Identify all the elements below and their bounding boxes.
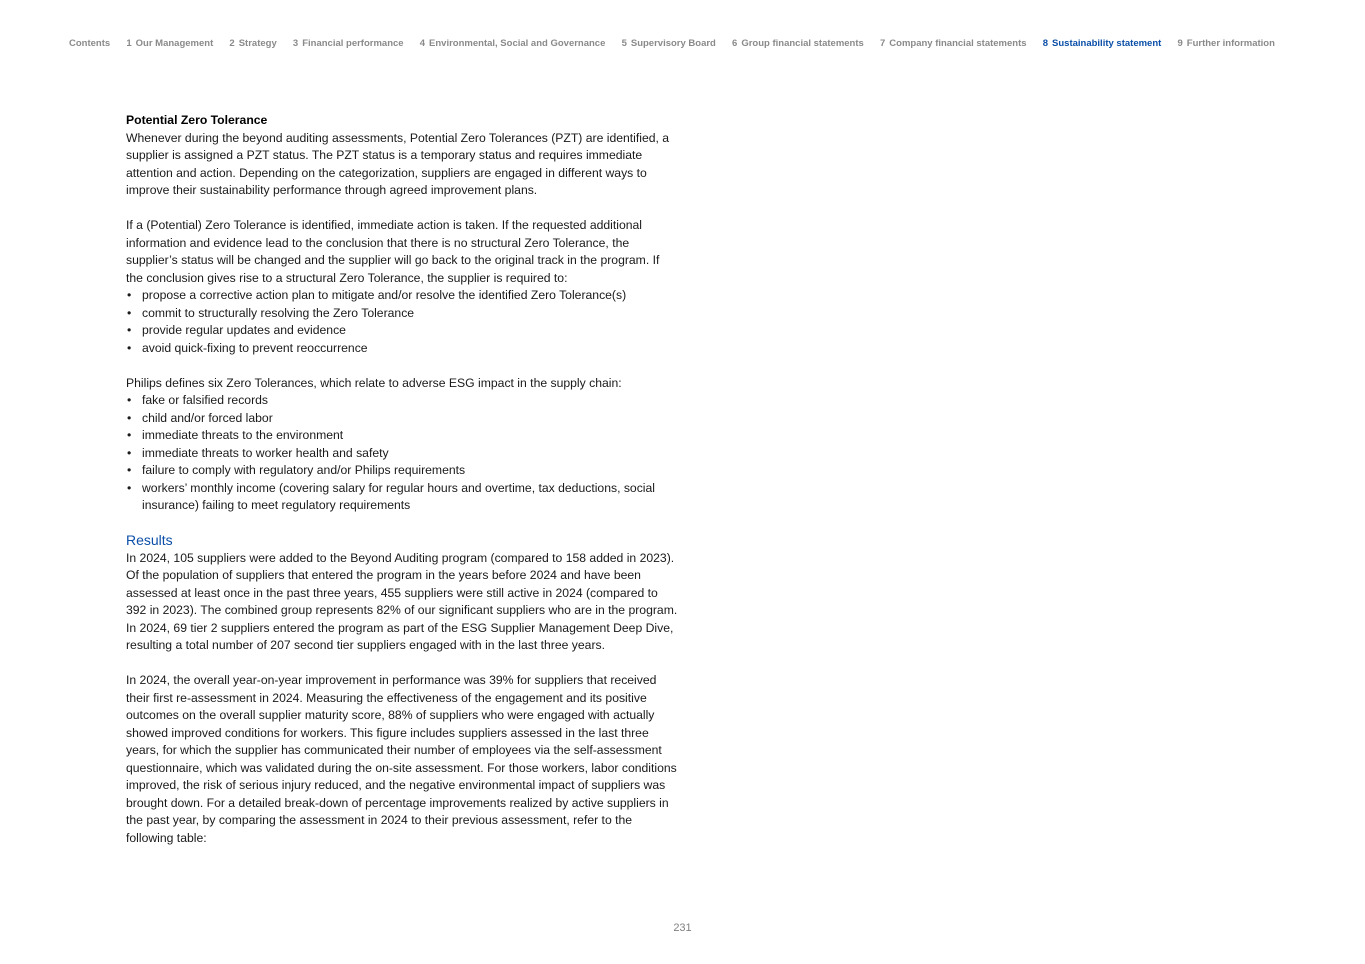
- nav-item-number: 8: [1042, 38, 1049, 49]
- main-content: [126, 112, 678, 847]
- section-title-results: Results: [126, 532, 173, 548]
- required-actions-list: [126, 287, 678, 357]
- list-item: • provide regular updates and evidence: [126, 322, 678, 340]
- spacer: [126, 200, 678, 218]
- nav-item-label: Environmental, Social and Governance: [429, 38, 606, 49]
- nav-item-sustainability-statement[interactable]: [1043, 38, 1162, 49]
- nav-item-group-financial-statements[interactable]: [732, 38, 864, 49]
- nav-item-label: Company financial statements: [889, 38, 1027, 49]
- nav-item-number: 2: [229, 38, 235, 49]
- pzt-paragraph-2: If a (Potential) Zero Tolerance is identified, immediate action is taken. If the requested additional information and evidence lead to the conclusion that there is no structural Zero Tolerance, the supplier’s status will be changed and the supplier will go back to the original track in the program. If the conclusion gives rise to a structural Zero Tolerance, the supplier is required to:: [126, 218, 660, 285]
- nav-item-label: Our Management: [135, 38, 214, 49]
- nav-item-label: Strategy: [238, 38, 277, 49]
- nav-item-number: 3: [292, 38, 299, 49]
- pzt-paragraph-1: Whenever during the beyond auditing assessments, Potential Zero Tolerances (PZT) are identified, a supplier is assigned a PZT status. The PZT status is a temporary status and requires immediate attention and action. Depending on the categorization, suppliers are engaged in different ways to improve their sustainability performance through agreed improvement plans.: [126, 130, 670, 197]
- nav-item-label: Contents: [69, 38, 111, 49]
- nav-item-company-financial-statements[interactable]: [880, 38, 1027, 49]
- nav-item-label: Sustainability statement: [1052, 38, 1162, 49]
- nav-item-label: Supervisory Board: [630, 38, 716, 49]
- section-title-pzt: Potential Zero Tolerance: [126, 113, 268, 127]
- list-item: • failure to comply with regulatory and/or Philips requirements: [126, 462, 678, 480]
- list-item: • fake or falsified records: [126, 392, 678, 410]
- nav-item-contents[interactable]: [69, 38, 110, 49]
- list-item: • immediate threats to worker health and safety: [126, 445, 678, 463]
- nav-item-esg[interactable]: [420, 38, 606, 49]
- results-paragraph-1: In 2024, 105 suppliers were added to the Beyond Auditing program (compared to 158 added in 2023). Of the population of suppliers that entered the program in the years before 2024 and have been assessed at least once in the past three years, 455 suppliers were still active in 2024 (compared to 392 in 2023). The combined group represents 82% of our significant suppliers who are in the program. In 2024, 69 tier 2 suppliers entered the program as part of the ESG Supplier Management Deep Dive, resulting a total number of 207 second tier suppliers engaged with in the last three years.: [126, 550, 678, 652]
- nav-item-label: Financial performance: [302, 38, 404, 49]
- results-paragraph-2: In 2024, the overall year-on-year improvement in performance was 39% for suppliers that received their first re-assessment in 2024. Measuring the effectiveness of the engagement and its positive outcomes on the overall supplier maturity score, 88% of suppliers who were engaged with actually showed improved conditions for workers. This figure includes suppliers assessed in the last three years, for which the supplier has communicated their number of employees via the self-assessment questionnaire, which was validated during the on-site assessment. For those workers, labor conditions improved, the risk of serious injury reduced, and the negative environmental impact of suppliers was brought down. For a detailed break-down of percentage improvements realized by active suppliers in the past year, by comparing the assessment in 2024 to their previous assessment, refer to the following table:: [126, 673, 677, 845]
- top-navigation: [69, 38, 1275, 49]
- spacer: [126, 357, 678, 375]
- nav-item-our-management[interactable]: [126, 38, 213, 49]
- spacer: [126, 655, 678, 673]
- nav-item-number: 6: [732, 38, 738, 49]
- nav-item-number: 5: [621, 38, 627, 49]
- list-item: • propose a corrective action plan to mitigate and/or resolve the identified Zero Tolerance(s): [126, 287, 678, 305]
- list-item: • avoid quick-fixing to prevent reoccurrence: [126, 340, 678, 358]
- page-number: 231: [673, 922, 692, 934]
- pzt-paragraph-3: Philips defines six Zero Tolerances, which relate to adverse ESG impact in the supply chain:: [126, 375, 622, 390]
- nav-item-supervisory-board[interactable]: [622, 38, 716, 49]
- list-item: • immediate threats to the environment: [126, 427, 678, 445]
- nav-item-number: 9: [1177, 38, 1183, 49]
- nav-item-label: Further information: [1186, 38, 1275, 49]
- nav-item-label: Group financial statements: [741, 38, 864, 49]
- nav-item-number: 7: [879, 38, 886, 49]
- nav-item-financial-performance[interactable]: [293, 38, 404, 49]
- list-item: • child and/or forced labor: [126, 410, 678, 428]
- nav-item-further-information[interactable]: [1177, 38, 1274, 49]
- spacer: [126, 515, 678, 533]
- nav-item-number: 1: [126, 38, 132, 49]
- list-item: • commit to structurally resolving the Zero Tolerance: [126, 305, 678, 323]
- nav-item-strategy[interactable]: [229, 38, 276, 49]
- list-item: • workers’ monthly income (covering salary for regular hours and overtime, tax deductions, social insurance) failing to meet regulatory requirements: [126, 480, 678, 515]
- nav-item-number: 4: [419, 38, 426, 49]
- zero-tolerances-list: [126, 392, 678, 515]
